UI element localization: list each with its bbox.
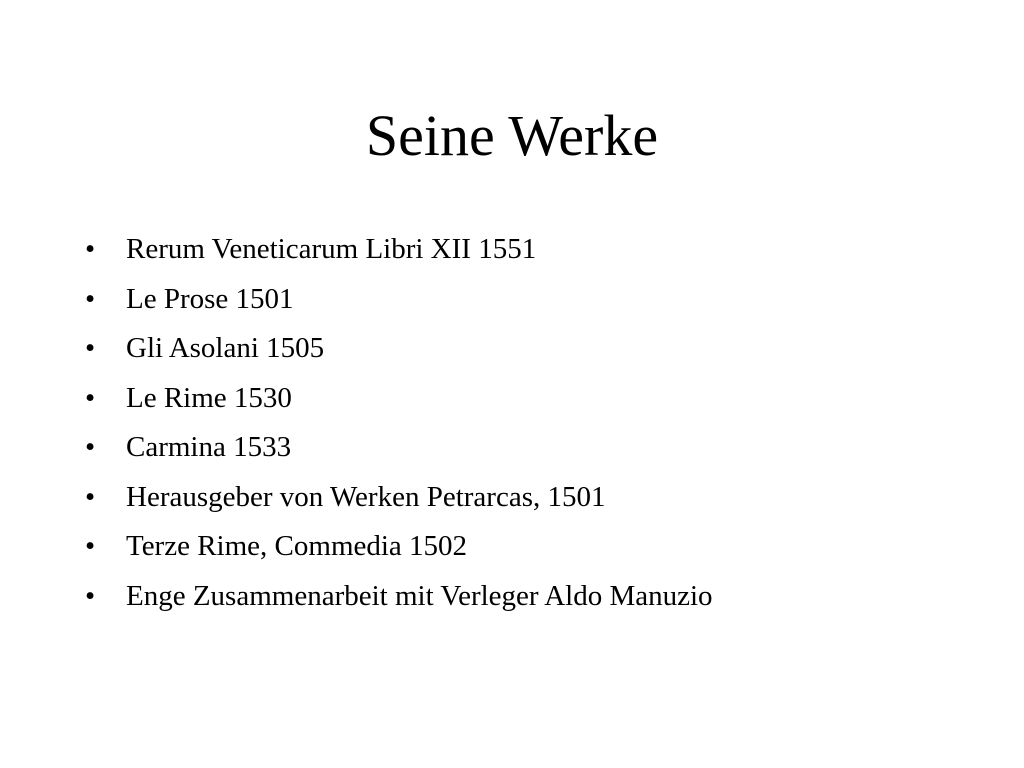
list-item [85,427,985,477]
list-item-text: Gli Asolani 1505 [126,332,325,364]
list-item [85,229,985,279]
bullet-icon: • [85,431,96,463]
list-item-text: Rerum Veneticarum Libri XII 1551 [126,233,537,265]
bullet-icon: • [85,233,96,265]
list-item [85,328,985,378]
list-item [85,477,985,527]
bullet-icon: • [85,282,96,315]
list-item [85,526,985,576]
list-item-text: Enge Zusammenarbeit mit Verleger Aldo Manuzio [126,579,713,612]
list-item-text: Carmina 1533 [126,431,292,463]
list-item [85,279,985,329]
list-item [85,576,985,626]
bullet-icon: • [85,530,96,562]
bullet-icon: • [85,381,96,414]
list-item-text: Le Prose 1501 [126,282,294,315]
bullet-icon: • [85,480,96,513]
list-item [85,378,985,428]
bullet-icon: • [85,579,96,612]
list-item-text: Herausgeber von Werken Petrarcas, 1501 [126,480,606,513]
bullet-list [85,229,985,625]
list-item-text: Le Rime 1530 [126,381,292,414]
bullet-icon: • [85,332,96,364]
slide-title: Seine Werke [365,103,659,168]
list-item-text: Terze Rime, Commedia 1502 [126,530,468,562]
